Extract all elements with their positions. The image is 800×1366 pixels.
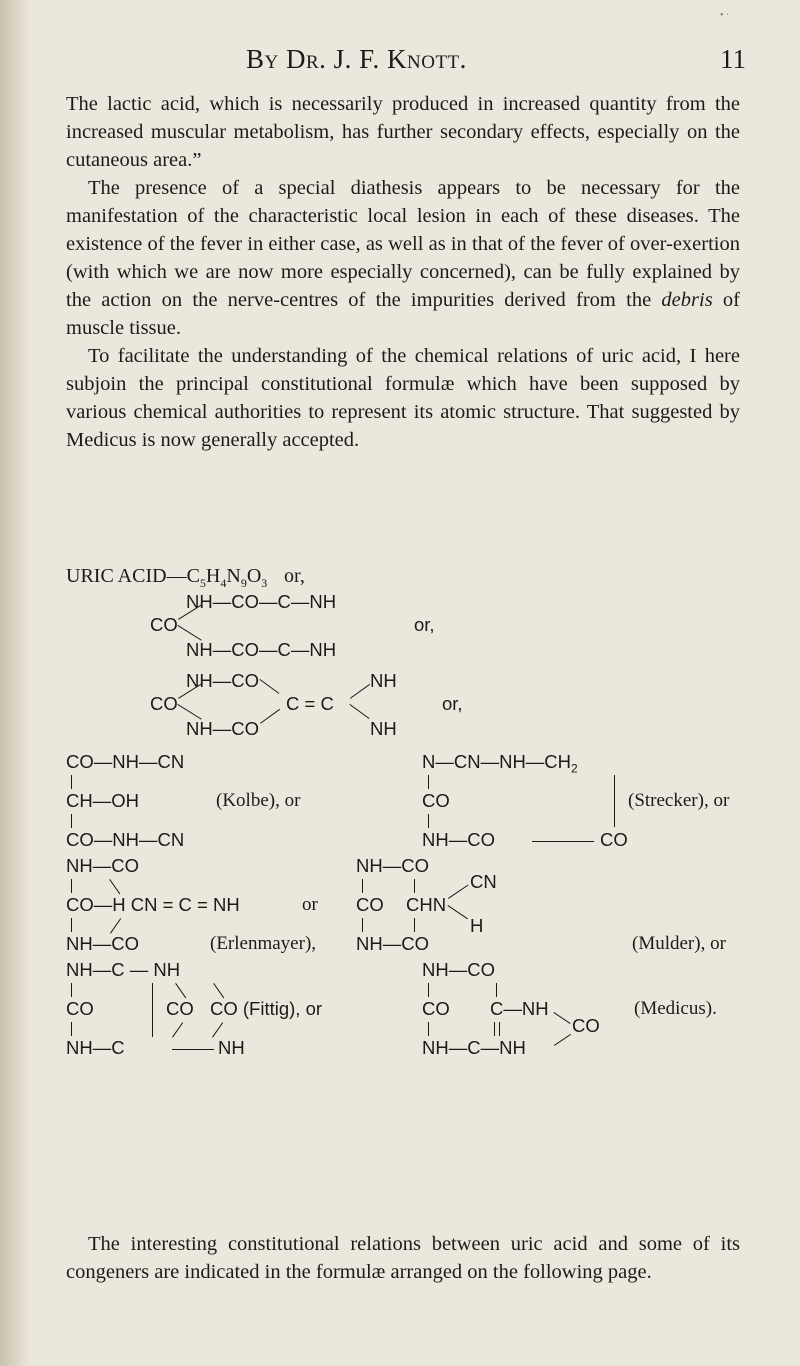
erlen-mid: CO—H CN = C = NH bbox=[66, 894, 240, 915]
medicus-line-2 bbox=[496, 983, 497, 997]
strecker-bond bbox=[532, 841, 594, 842]
f2-mid: C = C bbox=[286, 693, 334, 714]
medicus-co: CO bbox=[422, 998, 450, 1019]
f2-top-right: NH bbox=[370, 670, 397, 691]
f2-co: CO bbox=[150, 693, 178, 714]
f1-bot: NH—CO—C—NH bbox=[186, 639, 337, 660]
f2-bot-right: NH bbox=[370, 718, 397, 739]
mulder-line-4 bbox=[414, 918, 415, 932]
fittig-line-1 bbox=[71, 983, 72, 997]
mulder-bond-2 bbox=[447, 905, 467, 919]
fittig-bond-1 bbox=[175, 983, 186, 998]
page-number: 11 bbox=[720, 44, 746, 74]
strecker-line-2 bbox=[428, 814, 429, 828]
medicus-line-1 bbox=[428, 983, 429, 997]
fittig-bond-4 bbox=[212, 1022, 223, 1037]
strecker-label: (Strecker), or bbox=[628, 790, 730, 811]
f1-co: CO bbox=[150, 614, 178, 635]
kolbe-line-1 bbox=[71, 775, 72, 789]
fittig-co2: CO bbox=[166, 998, 194, 1019]
strecker-line-3 bbox=[614, 775, 615, 827]
mulder-line-3 bbox=[362, 918, 363, 932]
kolbe-top: CO—NH—CN bbox=[66, 751, 185, 772]
medicus-top: NH—CO bbox=[422, 959, 495, 980]
medicus-label: (Medicus). bbox=[634, 998, 717, 1019]
fittig-co1: CO bbox=[66, 998, 94, 1019]
medicus-line-5 bbox=[499, 1022, 500, 1036]
medicus-bond-2 bbox=[554, 1034, 571, 1046]
f2-bot-left: NH—CO bbox=[186, 718, 259, 739]
erlen-bond-2 bbox=[110, 918, 121, 933]
paragraph-3: To facilitate the understanding of the chemical relations of uric acid, I here subjoin the principal constitutional formulæ which have been supposed by various chemical authorities to represent its atomic structure. That suggested by Medicus is now generally accepted. bbox=[66, 345, 740, 451]
kolbe-label: (Kolbe), or bbox=[216, 790, 301, 811]
strecker-bot-left: NH—CO bbox=[422, 829, 495, 850]
paragraph-1: The lactic acid, which is necessarily produced in increased quantity from the increased muscular metabolism, has further secondary effects, especially on the cutaneous area.” bbox=[66, 93, 740, 171]
formula-heading: URIC $ACID—C_5H_4N_9O_3$ bbox=[66, 565, 268, 590]
closing-paragraph bbox=[66, 1230, 740, 1286]
medicus-line-3 bbox=[428, 1022, 429, 1036]
page-gutter-shadow bbox=[0, 0, 30, 1366]
strecker-bot-right: CO bbox=[600, 829, 628, 850]
kolbe-bot: CO—NH—CN bbox=[66, 829, 185, 850]
f2-bond-5 bbox=[350, 684, 370, 699]
mulder-bond-1 bbox=[448, 885, 468, 899]
italic-word: debris bbox=[661, 289, 713, 311]
fittig-bond-2 bbox=[213, 983, 224, 998]
f1-top: NH—CO—C—NH bbox=[186, 591, 337, 612]
f2-bond-6 bbox=[349, 704, 369, 719]
mulder-chn: CHN bbox=[406, 894, 447, 915]
mulder-h: H bbox=[470, 915, 484, 936]
medicus-bond-1 bbox=[553, 1012, 570, 1024]
fittig-line-2 bbox=[152, 983, 153, 1037]
erlen-line-2 bbox=[71, 918, 72, 932]
f2-bond-3 bbox=[259, 679, 279, 694]
fittig-top: NH—C — NH bbox=[66, 959, 181, 980]
f2-or: or, bbox=[442, 693, 463, 714]
paragraph-2: The presence of a special diathesis appears to be necessary for the manifestation of the characteristic local lesion in each of these diseases. The existence of the fever in either case, as well as in that of the fever of over-exertion (with which we are now more especially concerned), can be fully explained by the action on the nerve-centres of the impurities derived from the debris of muscle tissue. bbox=[66, 177, 740, 339]
mulder-line-2 bbox=[414, 879, 415, 893]
fittig-line-3 bbox=[71, 1022, 72, 1036]
medicus-cnh: C—NH bbox=[490, 998, 549, 1019]
mulder-bot: NH—CO bbox=[356, 933, 429, 954]
mulder-co: CO bbox=[356, 894, 384, 915]
strecker-co: CO bbox=[422, 790, 450, 811]
mulder-cn: CN bbox=[470, 871, 497, 892]
fittig-co3: CO (Fittig), or bbox=[210, 998, 323, 1019]
page-mark: • · bbox=[720, 10, 730, 21]
erlen-line-1 bbox=[71, 879, 72, 893]
erlen-bot: NH—CO bbox=[66, 933, 139, 954]
f2-bond-4 bbox=[260, 709, 280, 724]
mulder-line-1 bbox=[362, 879, 363, 893]
kolbe-mid: CH—OH bbox=[66, 790, 139, 811]
strecker-top: $N—CN—NH—CH_2$ bbox=[422, 751, 578, 776]
mulder-top: NH—CO bbox=[356, 855, 429, 876]
f2-top-left: NH—CO bbox=[186, 670, 259, 691]
mulder-label: (Mulder), or bbox=[632, 933, 726, 954]
uric-acid-formulas bbox=[66, 565, 786, 1345]
fittig-bond-5 bbox=[172, 1049, 214, 1050]
medicus-bot: NH—C—NH bbox=[422, 1037, 526, 1058]
erlen-top: NH—CO bbox=[66, 855, 139, 876]
medicus-co2: CO bbox=[572, 1015, 600, 1036]
erlen-bond-1 bbox=[109, 879, 120, 894]
erlen-or: or bbox=[302, 894, 318, 915]
f1-or: or, bbox=[414, 614, 435, 635]
fittig-bond-3 bbox=[172, 1022, 183, 1037]
heading-or: or, bbox=[284, 565, 305, 587]
kolbe-line-2 bbox=[71, 814, 72, 828]
closing-text: The interesting constitutional relations between uric acid and some of its congeners are indicated in the formulæ arranged on the following page. bbox=[66, 1233, 740, 1283]
strecker-line-1 bbox=[428, 775, 429, 789]
fittig-bot-left: NH—C bbox=[66, 1037, 125, 1058]
fittig-bot-right: NH bbox=[218, 1037, 245, 1058]
medicus-line-4 bbox=[494, 1022, 495, 1036]
running-title: By Dr. J. F. Knott. bbox=[246, 44, 467, 74]
erlen-label: (Erlenmayer), bbox=[210, 933, 317, 954]
body-text bbox=[66, 90, 740, 454]
